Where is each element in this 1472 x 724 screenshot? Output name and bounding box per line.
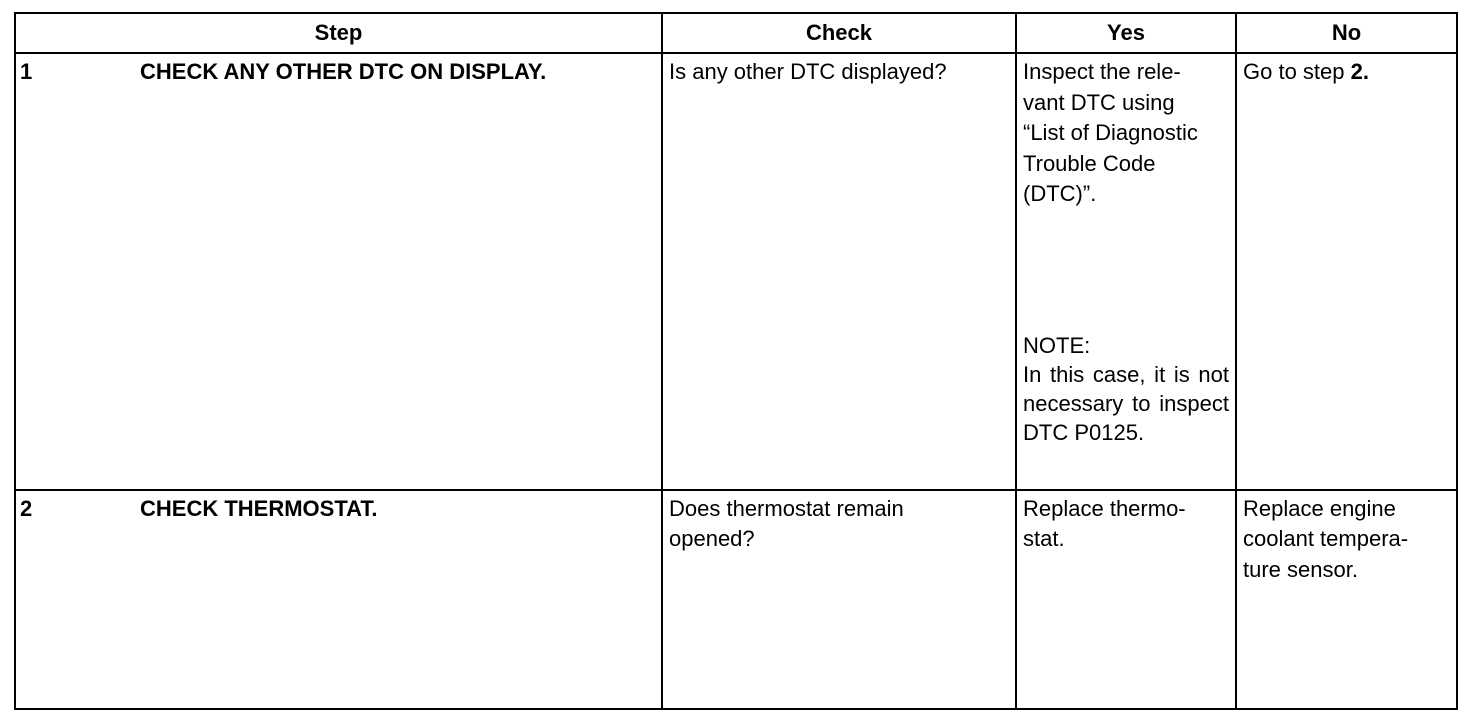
step-number: 1 — [20, 59, 33, 84]
step-number: 2 — [20, 495, 33, 521]
check-line: opened? — [669, 526, 755, 552]
no-line: ture sensor. — [1243, 556, 1358, 582]
note-block — [1023, 331, 1229, 447]
table-row — [15, 490, 1457, 709]
yes-line: vant DTC using — [1023, 89, 1175, 115]
step-cell — [15, 53, 662, 490]
no-cell — [1236, 490, 1457, 709]
note-text: In this case, it is not necessary to inspect DTC P0125. — [1023, 362, 1229, 445]
step-title: CHECK THERMOSTAT. — [140, 495, 378, 521]
yes-text — [1017, 54, 1235, 210]
yes-line: Replace thermo- — [1023, 495, 1186, 521]
diagnostic-table — [14, 12, 1458, 710]
check-text — [663, 491, 1015, 555]
table-row — [15, 53, 1457, 490]
yes-line: Inspect the rele- — [1023, 59, 1181, 84]
no-prefix: Go to step — [1243, 59, 1351, 84]
note-label: NOTE: — [1023, 333, 1091, 358]
yes-line: (DTC)”. — [1023, 181, 1097, 206]
yes-line: “List of Diagnostic — [1023, 120, 1198, 145]
check-cell — [662, 490, 1016, 709]
check-line: Does thermostat remain — [669, 495, 904, 521]
yes-line: stat. — [1023, 526, 1065, 552]
no-text — [1237, 491, 1456, 586]
header-no: No — [1236, 13, 1457, 53]
no-text — [1237, 54, 1456, 88]
no-line: coolant tempera- — [1243, 526, 1409, 552]
yes-text — [1017, 491, 1235, 555]
step-reference: 2. — [1350, 59, 1369, 84]
no-line: Replace engine — [1243, 495, 1396, 521]
step-title: CHECK ANY OTHER DTC ON DISPLAY. — [140, 59, 547, 84]
yes-cell — [1016, 53, 1236, 490]
check-text: Is any other DTC displayed? — [669, 59, 947, 84]
step-cell — [15, 490, 662, 709]
check-cell — [662, 53, 1016, 490]
header-yes: Yes — [1016, 13, 1236, 53]
header-step: Step — [15, 13, 662, 53]
yes-line: Trouble Code — [1023, 150, 1156, 176]
no-cell — [1236, 53, 1457, 490]
header-check: Check — [662, 13, 1016, 53]
header-row — [15, 13, 1457, 53]
yes-cell — [1016, 490, 1236, 709]
